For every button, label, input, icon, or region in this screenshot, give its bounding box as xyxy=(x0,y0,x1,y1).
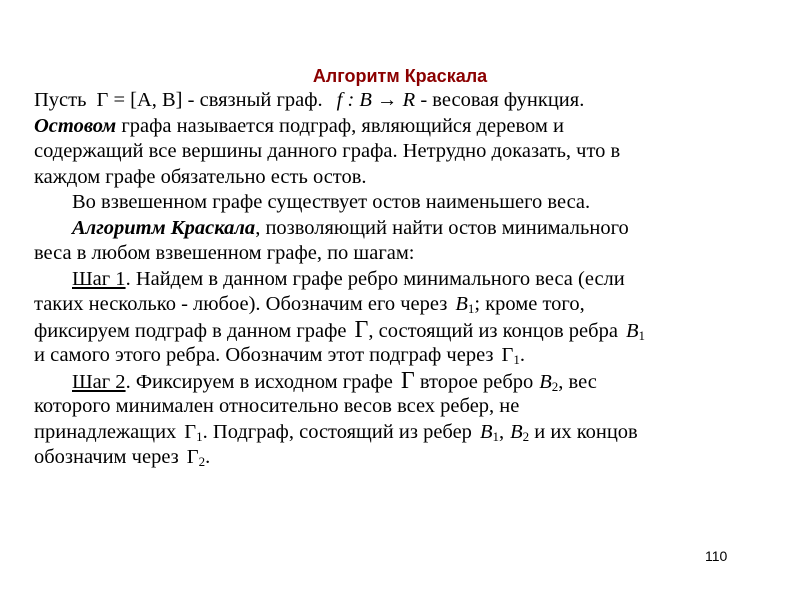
text-line xyxy=(34,343,770,369)
text: Во взвешенном графе существует остов наименьшего веса. xyxy=(72,191,591,213)
text-line xyxy=(34,420,770,446)
text: - связный граф. xyxy=(182,89,323,111)
slide-body xyxy=(34,88,770,471)
text-line xyxy=(34,394,770,420)
text: ; кроме того, xyxy=(474,293,585,315)
text: - весовая функция. xyxy=(415,89,585,111)
text: таких несколько - любое). Обозначим его через xyxy=(34,293,448,315)
symbol-gamma-2: $\Gamma_2$ xyxy=(186,446,206,469)
term-spanning-tree: Остовом xyxy=(34,114,117,137)
symbol-b1: $B_1$ xyxy=(479,420,499,444)
text: , xyxy=(498,420,505,443)
text: и самого этого ребра. Обозначим этот подграф через xyxy=(34,344,494,366)
text: , позволяющий найти остов минимального xyxy=(255,216,629,239)
text: . Подграф, состоящий из ребер xyxy=(202,420,472,443)
text: второе ребро xyxy=(414,370,534,393)
step-1-label: Шаг 1 xyxy=(72,267,126,290)
text-line xyxy=(34,190,770,216)
text-line xyxy=(34,216,770,242)
text: Пусть xyxy=(34,89,87,111)
symbol-gamma-1: $\Gamma_1$ xyxy=(501,344,520,367)
text: каждом графе обязательно есть остов. xyxy=(34,165,367,188)
text-line xyxy=(34,165,770,191)
text-line xyxy=(34,88,770,114)
text: , состоящий из концов ребра xyxy=(368,319,618,342)
symbol-b2: $B_2$ xyxy=(539,370,559,394)
text: содержащий все вершины данного графа. Нетрудно доказать, что в xyxy=(34,140,621,162)
step-2-label: Шаг 2 xyxy=(72,370,126,393)
text: графа называется подграф, являющийся деревом и xyxy=(116,114,564,137)
text-line xyxy=(34,241,770,267)
symbol-b1: $B_1$ xyxy=(625,319,645,343)
text: . Найдем в данном графе ребро минимального веса (если xyxy=(125,267,625,290)
text: и их концов xyxy=(529,420,638,443)
text-line xyxy=(34,114,770,140)
text-line xyxy=(34,267,770,293)
graph-definition-formula: Γ = [A, B] xyxy=(96,89,183,111)
text-line xyxy=(34,445,770,471)
page-number: 110 xyxy=(705,548,728,564)
text: веса в любом взвешенном графе, по шагам: xyxy=(34,242,415,264)
text: , вес xyxy=(558,370,597,393)
text: которого минимален относительно весов всех ребер, не xyxy=(34,395,520,417)
symbol-gamma-1: $\Gamma_1$ xyxy=(184,420,203,444)
term-kruskal-algorithm: Алгоритм Краскала xyxy=(72,216,256,239)
text: принадлежащих xyxy=(34,420,177,443)
symbol-b1: $B_1$ xyxy=(455,293,475,316)
symbol-gamma: Γ xyxy=(354,316,369,343)
text: . xyxy=(205,446,211,468)
symbol-gamma: Γ xyxy=(400,367,415,394)
text: . xyxy=(519,344,526,366)
text: фиксируем подграф в данном графе xyxy=(34,319,347,342)
text-line xyxy=(34,292,770,318)
symbol-b2: $B_2$ xyxy=(510,420,530,444)
text-line xyxy=(34,139,770,165)
text-line xyxy=(34,369,770,395)
text: . Фиксируем в исходном графе xyxy=(125,370,393,393)
text: обозначим через xyxy=(34,446,179,468)
weight-function-formula: f : B → R xyxy=(336,89,416,111)
text-line xyxy=(34,318,770,344)
slide-title: Алгоритм Краскала xyxy=(312,66,488,86)
